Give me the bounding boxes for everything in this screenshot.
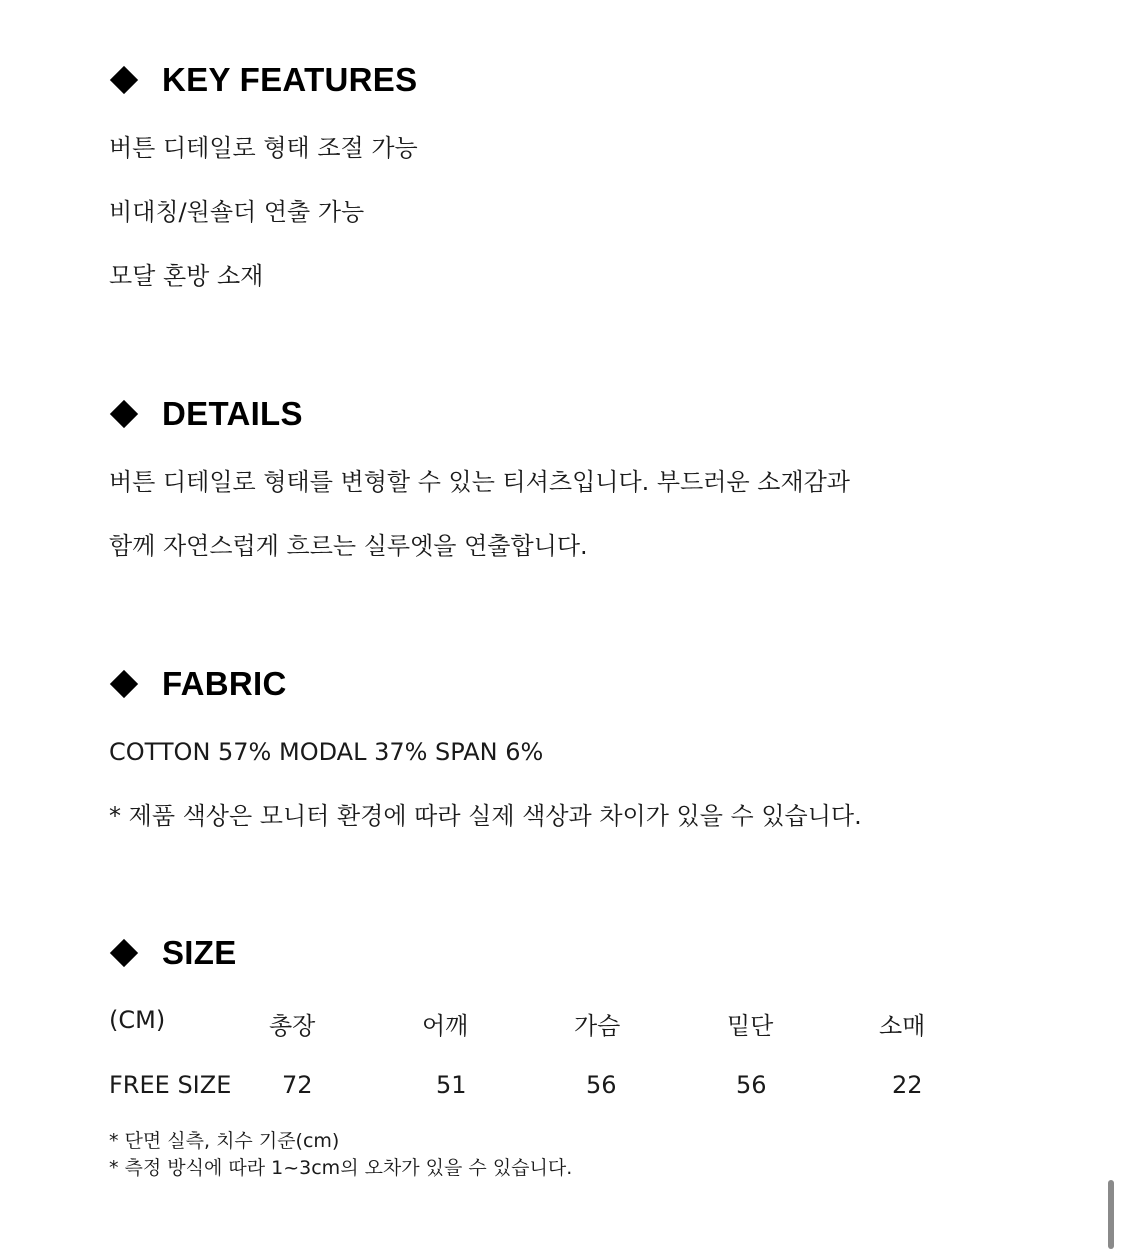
size-header-row bbox=[109, 1006, 1009, 1038]
size-value-row bbox=[109, 1071, 1009, 1103]
size-header-length: 총장 bbox=[269, 1012, 316, 1040]
details-heading bbox=[110, 394, 303, 434]
details-line: 버튼 디테일로 형태를 변형할 수 있는 티셔츠입니다. 부드러운 소재감과 bbox=[109, 468, 850, 496]
size-value-shoulder: 51 bbox=[436, 1071, 467, 1099]
size-value-sleeve: 22 bbox=[892, 1071, 923, 1099]
size-value-length: 72 bbox=[282, 1071, 313, 1099]
size-header-chest: 가슴 bbox=[574, 1012, 621, 1040]
size-label: FREE SIZE bbox=[109, 1071, 232, 1099]
size-note: * 측정 방식에 따라 1~3cm의 오차가 있을 수 있습니다. bbox=[109, 1157, 573, 1179]
feature-item: 비대칭/원숄더 연출 가능 bbox=[109, 198, 365, 226]
details-title: DETAILS bbox=[162, 395, 303, 432]
feature-item: 모달 혼방 소재 bbox=[109, 262, 264, 290]
fabric-composition: COTTON 57% MODAL 37% SPAN 6% bbox=[109, 738, 544, 766]
diamond-icon bbox=[110, 66, 138, 94]
scrollbar-thumb[interactable] bbox=[1108, 1180, 1114, 1249]
size-header-sleeve: 소매 bbox=[879, 1012, 926, 1040]
fabric-heading bbox=[110, 664, 287, 704]
size-value-chest: 56 bbox=[586, 1071, 617, 1099]
key-features-heading bbox=[110, 60, 417, 100]
size-value-hem: 56 bbox=[736, 1071, 767, 1099]
feature-item: 버튼 디테일로 형태 조절 가능 bbox=[109, 134, 418, 162]
size-note: * 단면 실측, 치수 기준(cm) bbox=[109, 1130, 340, 1152]
diamond-icon bbox=[110, 400, 138, 428]
color-note: * 제품 색상은 모니터 환경에 따라 실제 색상과 차이가 있을 수 있습니다. bbox=[109, 802, 862, 830]
details-line: 함께 자연스럽게 흐르는 실루엣을 연출합니다. bbox=[109, 532, 588, 560]
size-header-unit: (CM) bbox=[109, 1006, 166, 1034]
key-features-title: KEY FEATURES bbox=[162, 61, 418, 98]
diamond-icon bbox=[110, 670, 138, 698]
size-header-hem: 밑단 bbox=[727, 1012, 774, 1040]
diamond-icon bbox=[110, 939, 138, 967]
size-heading bbox=[110, 933, 237, 973]
size-header-shoulder: 어깨 bbox=[422, 1012, 469, 1040]
fabric-title: FABRIC bbox=[162, 665, 287, 702]
size-title: SIZE bbox=[162, 934, 237, 971]
